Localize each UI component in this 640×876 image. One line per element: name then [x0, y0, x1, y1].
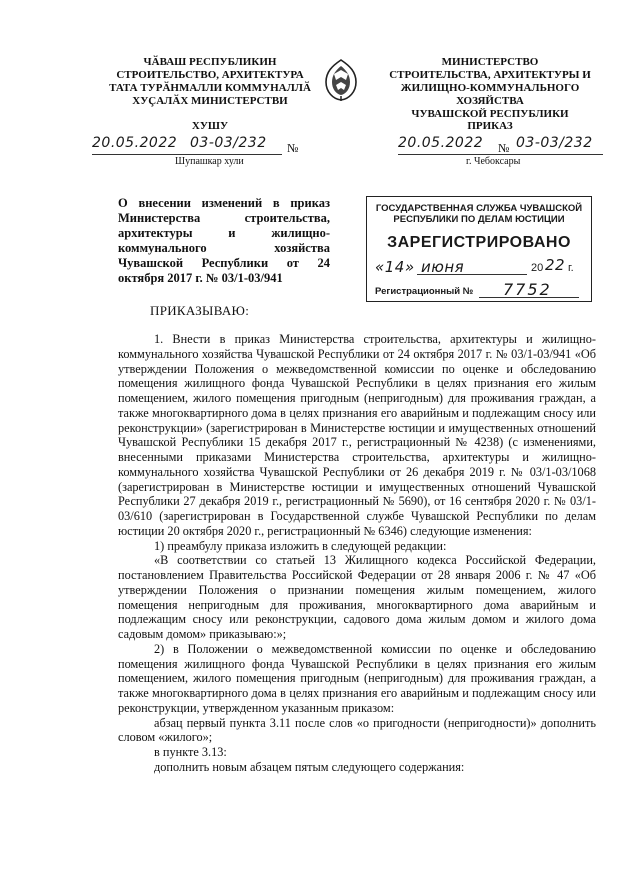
header-left-line: СТРОИТЕЛЬСТВО, АРХИТЕКТУРА [116, 69, 304, 81]
header-right-line: ЧУВАШСКОЙ РЕСПУБЛИКИ [411, 108, 569, 120]
header-left-org [95, 56, 325, 108]
left-handwritten-number: 03-03/232 [190, 135, 267, 151]
body-paragraph: абзац первый пункта 3.11 после слов «о пригодности (непригодности)» дополнить словом «жилого»; [118, 715, 596, 745]
right-handwritten-number: 03-03/232 [516, 135, 593, 151]
body-paragraph: «В соответствии со статьей 13 Жилищного кодекса Российской Федерации, постановлением Правительства Российской Федерации от 28 января 2006 г. № 47 «Об утверждении Положения о признании помещения жилым помещением, жилого помещения непригодным для проживания, многоквартирного дома аварийным и подлежащим сносу или реконструкции, садового дома жилым домом и жилого дома садовым домом» приказываю:»; [118, 553, 596, 641]
right-city: г. Чебоксары [466, 156, 521, 167]
header-left-line: ТАТА ТУРӐНМАЛЛИ КОММУНАЛЛӐ [109, 82, 311, 94]
left-handwritten-date: 20.05.2022 [92, 135, 178, 151]
stamp-date-row [375, 256, 583, 278]
stamp-month: июня [421, 258, 465, 276]
stamp-reg-number: 7752 [503, 280, 552, 299]
left-date-line [92, 135, 302, 157]
body-paragraph: дополнить новым абзацем пятым следующего содержания: [154, 759, 465, 774]
document-body [118, 332, 596, 775]
body-paragraph: 2) в Положении о межведомственной комиссии по оценке и обследованию помещения жилищного фонда Чувашской Республики в целях признания его жилым помещением, жилого помещения пригодным (непригодным) для проживания граждан, а также многоквартирного дома в целях признания его аварийным и подлежащим сносу или реконструкции, утвержденном указанным приказом: [118, 641, 596, 715]
registration-stamp [366, 196, 592, 302]
left-date-underline [92, 154, 282, 155]
header-right-line: СТРОИТЕЛЬСТВА, АРХИТЕКТУРЫ И [389, 69, 591, 81]
header-right-doc-type: ПРИКАЗ [467, 120, 513, 132]
header-right-org [370, 56, 610, 121]
right-date-line [398, 135, 608, 157]
document-title: О внесении изменений в приказ Министерства строительства, архитектуры и жилищно-коммунального хозяйства Чувашской Республики от 24 октября 2017 г. № 03/1-03/941 [118, 196, 330, 285]
stamp-line-1: ГОСУДАРСТВЕННАЯ СЛУЖБА ЧУВАШСКОЙ [375, 203, 583, 214]
body-paragraph: 1. Внести в приказ Министерства строительства, архитектуры и жилищно-коммунального хозяйства Чувашской Республики от 24 октября 2017 г. № 03/1-03/941 «Об утверждении Положения о межведомственной комиссии по оценке и обследованию помещения жилищного фонда Чувашской Республики в целях признания его жилым помещением, жилого помещения пригодным (непригодным) для проживания граждан, а также многоквартирного дома в целях признания его аварийным и подлежащим сносу или реконструкции» (зарегистрирован в Министерстве юстиции и имущественных отношений Чувашской Республики 15 декабря 2017 г., регистрационный № 4238) (с изменениями, внесенными приказами Министерства строительства, архитектуры и жилищно-коммунального хозяйства Чувашской Республики от 26 декабря 2019 г. № 03/1-03/1068 (зарегистрирован в Министерстве юстиции и имущественных отношений Чувашской Республики 27 декабря 2019 г., регистрационный № 5690), от 16 сентября 2020 г. № 03/1-03/610 (зарегистрирован в Государственной службе Чувашской Республики по делам юстиции 20 октября 2020 г., регистрационный № 6346) следующие изменения: [118, 332, 596, 538]
right-handwritten-date: 20.05.2022 [398, 135, 484, 151]
emblem-icon [322, 58, 360, 102]
stamp-reg-underline [479, 297, 579, 298]
stamp-registered: ЗАРЕГИСТРИРОВАНО [387, 234, 571, 251]
header-left-line: ХУҪАЛӐХ МИНИСТЕРСТВИ [132, 95, 288, 107]
stamp-year-suffix: 22 [545, 256, 566, 274]
right-number-sign: № [498, 141, 510, 155]
stamp-reg-row [375, 280, 583, 300]
right-date-underline [398, 154, 603, 155]
stamp-day: «14» [375, 258, 415, 276]
header-left-doc-type: ХУШУ [191, 120, 229, 132]
body-paragraph: 1) преамбулу приказа изложить в следующей редакции: [154, 538, 447, 553]
body-paragraph: в пункте 3.13: [154, 745, 227, 759]
left-number-sign: № [287, 141, 299, 155]
left-city: Шупашкар хули [175, 156, 244, 167]
stamp-month-underline [417, 274, 527, 275]
order-word: ПРИКАЗЫВАЮ: [150, 303, 250, 318]
stamp-reg-label: Регистрационный № [375, 286, 474, 297]
header-left-line: ЧӐВАШ РЕСПУБЛИКИН [143, 56, 277, 68]
header-right-line: МИНИСТЕРСТВО [441, 56, 539, 68]
header-right-line: ЖИЛИЩНО-КОММУНАЛЬНОГО ХОЗЯЙСТВА [400, 82, 580, 107]
stamp-year-tail: г. [568, 262, 574, 274]
stamp-line-2: РЕСПУБЛИКИ ПО ДЕЛАМ ЮСТИЦИИ [393, 214, 565, 225]
stamp-year-prefix: 20 [531, 262, 544, 274]
